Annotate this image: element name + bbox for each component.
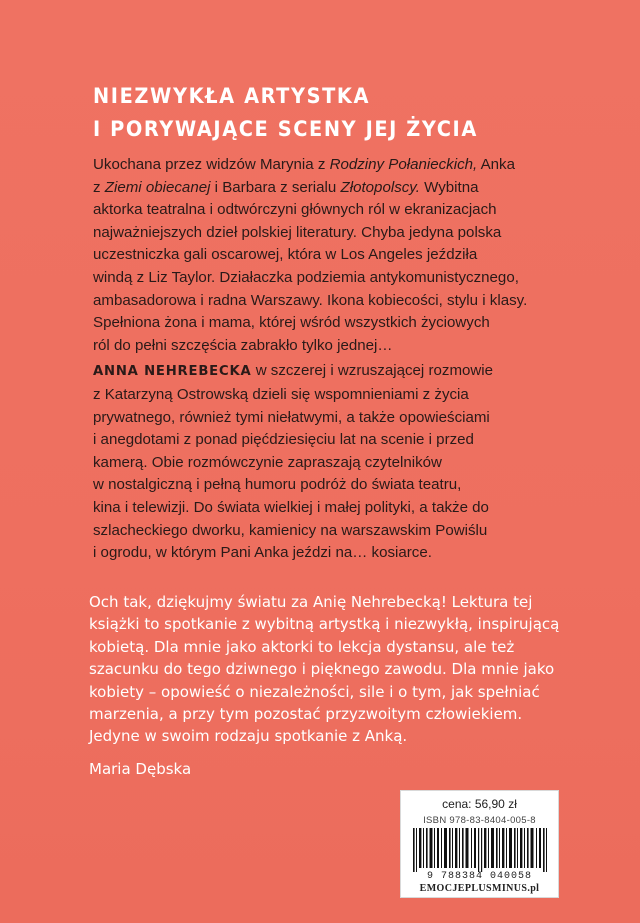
description-paragraph-2 (93, 360, 563, 564)
quote-line: książki to spotkanie z wybitną artystką i niezwykłą, inspirującą (89, 615, 560, 634)
text-line: w nostalgiczną i pełną humoru podróż do świata teatru, (93, 476, 462, 494)
quote-line: Och tak, dziękujmy światu za Anię Nehrebecką! Lektura tej (89, 593, 533, 611)
quote-line: marzenia, a przy tym pozostać przyzwoitym człowiekiem. (89, 705, 523, 724)
cover-heading (93, 80, 573, 146)
barcode-digits: 9 788384 040058 (426, 871, 532, 882)
text-span: Ukochana przez widzów Marynia z (93, 156, 330, 173)
text-line: aktorka teatralna i odtwórczyni głównych ról w ekranizacjach (93, 201, 497, 219)
text-line: i ogrodu, w którym Pani Anka jeździ na… kosiarce. (93, 544, 432, 562)
title-italic: Złotopolscy. (340, 178, 420, 196)
text-line: prywatnego, również tymi niełatwymi, a także opowieściami (93, 408, 490, 426)
text-line: Spełniona żona i mama, której wśród wszystkich życiowych (93, 314, 490, 332)
description (93, 154, 563, 565)
quote-line: kobietą. Dla mnie jako aktorki to lekcja dystansu, ale też (89, 637, 515, 656)
isbn: ISBN 978-83-8404-005-8 (423, 815, 536, 826)
barcode-icon (411, 828, 549, 872)
title-italic: Ziemi obiecanej (104, 178, 211, 196)
barcode-label (400, 790, 559, 898)
text-line: windą z Liz Taylor. Działaczka podziemia antykomunistycznego, (93, 268, 519, 286)
text-line: ról do pełni szczęścia zabrakło tylko jednej… (93, 336, 393, 354)
text-line (93, 360, 563, 384)
text-line: ambasadorowa i radna Warszawy. Ikona kobiecości, stylu i klasy. (93, 291, 528, 309)
heading-line-1: NIEZWYKŁA ARTYSTKA (93, 84, 371, 109)
text-line (93, 177, 563, 200)
text-line (93, 154, 563, 177)
text-line: uczestniczka gali oscarowej, która w Los Angeles jeździła (93, 246, 478, 264)
text-span: w szczerej i wzruszającej rozmowie (251, 362, 494, 380)
quote-line: szacunku do tego dziwnego i pięknego zawodu. Dla mnie jako (89, 660, 555, 679)
author-name: ANNA NEHREBECKA (93, 364, 252, 380)
text-line: kamerą. Obie rozmówczynie zapraszają czytelników (93, 453, 442, 471)
price: cena: 56,90 zł (442, 797, 517, 811)
description-paragraph-1 (93, 154, 563, 357)
text-span: i Barbara z serialu (210, 178, 341, 196)
text-span: Anka (477, 156, 515, 173)
title-italic: Rodziny Połanieckich, (329, 156, 478, 173)
endorsement-quote (89, 591, 569, 748)
quote-line: Jedyne w swoim rodzaju spotkanie z Anką. (89, 727, 408, 746)
publisher-website: EMOCJEPLUSMINUS.pl (419, 883, 540, 894)
text-span: Wybitna (419, 178, 479, 196)
text-line: kina i telewizji. Do świata wielkiej i małej polityki, a także do (93, 498, 489, 516)
quote-signature: Maria Dębska (89, 760, 192, 778)
quote-line: kobiety – opowieść o niezależności, sile i o tym, jak spełniać (89, 682, 540, 701)
text-line: szlacheckiego dworku, kamienicy na warszawskim Powiślu (93, 521, 488, 539)
heading-line-2: I PORYWAJĄCE SCENY JEJ ŻYCIA (93, 117, 478, 142)
text-line: i anegdotami z ponad pięćdziesięciu lat na scenie i przed (93, 431, 474, 449)
text-span: z (93, 178, 105, 196)
text-line: z Katarzyną Ostrowską dzieli się wspomnieniami z życia (93, 385, 469, 403)
text-line: najważniejszych dzieł polskiej literatury. Chyba jedyna polska (93, 223, 502, 241)
